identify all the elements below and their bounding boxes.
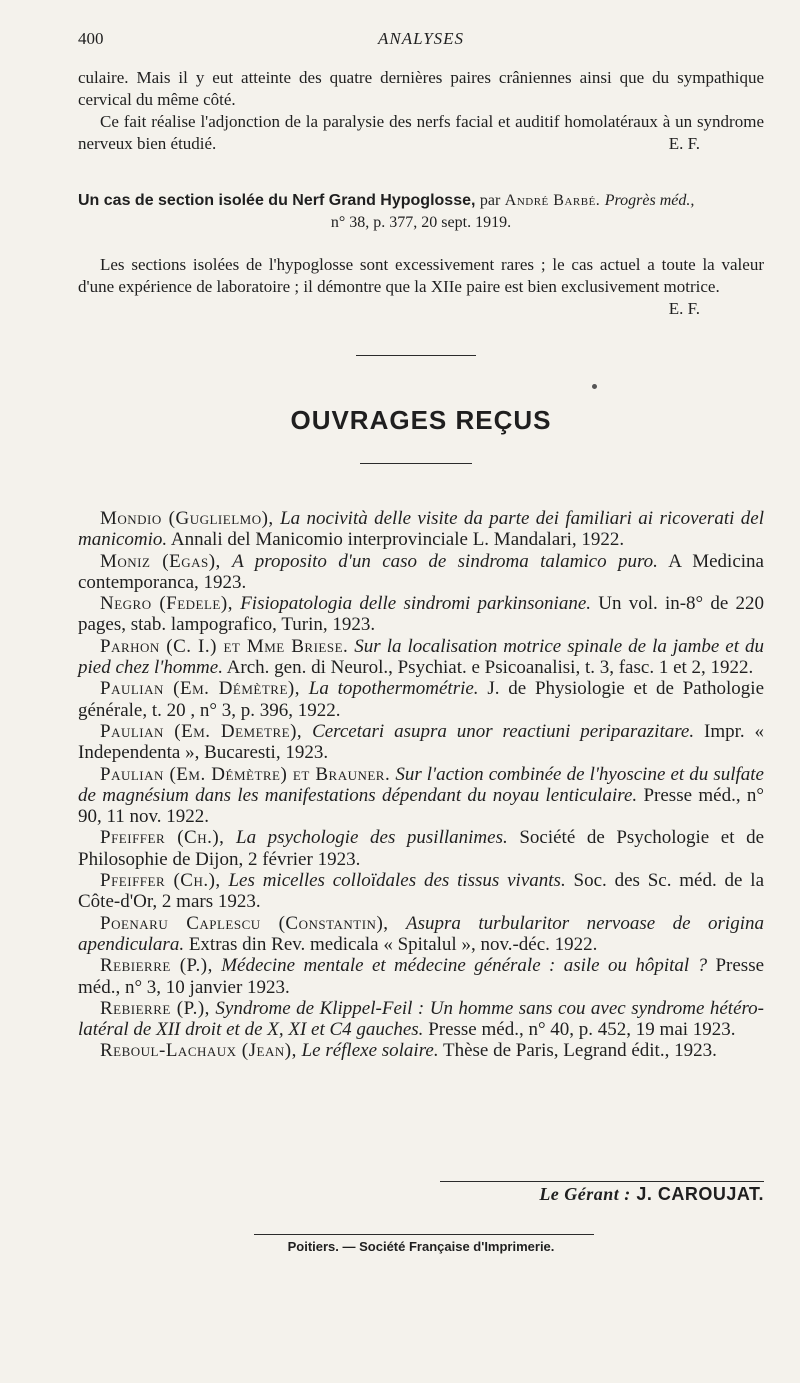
work-entry — [78, 721, 764, 764]
work-publication: Arch. gen. di Neurol., Psychiat. e Psicoanalisi, t. 3, fasc. 1 et 2, 1922. — [226, 657, 754, 679]
work-entry — [78, 551, 764, 594]
work-author: Poenaru Caplescu (Constantin), — [100, 912, 389, 934]
work-publication: Presse méd., n° 40, p. 452, 19 mai 1923. — [428, 1019, 736, 1041]
work-publication: Impr. « Independenta », Bucaresti, 1923. — [78, 720, 765, 764]
work-title: Le réflexe solaire. — [301, 1040, 439, 1062]
work-title: A proposito d'un caso de sindroma talamico puro. — [232, 550, 658, 572]
work-author: Parhon (C. I.) et Mme Briese. — [100, 635, 349, 657]
work-publication: Extras din Rev. medicala « Spitalul », nov.-déc. 1922. — [188, 933, 598, 955]
work-publication: Soc. des Sc. méd. de la Côte-d'Or, 2 mars 1923. — [78, 870, 765, 913]
section-divider — [360, 463, 472, 464]
abstract-body — [78, 254, 764, 320]
abstract-heading — [78, 190, 764, 234]
abstract-paragraph — [78, 111, 764, 155]
work-title: La topothermométrie. — [308, 678, 479, 700]
ink-dot — [592, 384, 597, 389]
work-entry — [78, 955, 764, 998]
footer-divider — [254, 1234, 594, 1235]
abstract-paragraph: culaire. Mais il y eut atteinte des quatre dernières paires crâniennes ainsi que du sympathique cervical du même côté. — [78, 68, 764, 109]
work-author: Rebierre (P.), — [100, 997, 210, 1019]
work-title: Sur l'action combinée de l'hyoscine et du sulfate de magnésium dans les manifestations dépendant du noyau lenticulaire. — [78, 763, 764, 806]
abstract-paragraph — [78, 254, 764, 318]
work-entry — [78, 636, 764, 679]
work-author: Paulian (Em. Demetre), — [100, 720, 303, 742]
abstract-continuation — [78, 67, 764, 155]
work-publication: Annali del Manicomio interprovinciale L. Mandalari, 1922. — [170, 529, 625, 551]
work-author: Pfeiffer (Ch.), — [100, 827, 225, 849]
work-entry — [78, 764, 764, 828]
work-title: Les micelles colloïdales des tissus vivants. — [228, 870, 566, 892]
abstract-entry — [78, 190, 764, 234]
section-divider — [356, 355, 476, 356]
section-title: OUVRAGES REÇUS — [290, 405, 552, 435]
running-head — [78, 29, 764, 53]
work-title: Syndrome de Klippel-Feil : Un homme sans cou avec syndrome hétéro-latéral de XII droit et de X, XI et C4 gauches. — [78, 997, 765, 1041]
gerant-line — [440, 1184, 764, 1205]
page-number: 400 — [78, 29, 104, 48]
abstract-reference: n° 38, p. 377, 20 sept. 1919. — [330, 214, 512, 231]
work-title: Fisiopatologia delle sindromi parkinsoniane. — [240, 593, 592, 615]
work-author: Reboul-Lachaux (Jean), — [100, 1040, 297, 1062]
work-entry — [78, 678, 764, 721]
work-author: Mondio (Guglielmo), — [100, 508, 274, 529]
work-entry — [78, 870, 764, 913]
work-author: Paulian (Em. Démètre), — [100, 678, 300, 700]
abstract-signature: E. F. — [668, 134, 700, 153]
work-title: Sur la localisation motrice spinale de la jambe et du pied chez l'homme. — [78, 635, 764, 679]
work-publication: Thèse de Paris, Legrand édit., 1923. — [443, 1040, 717, 1062]
work-title: Médecine mentale et médecine générale : asile ou hôpital ? — [221, 955, 708, 977]
work-entry — [78, 593, 764, 636]
work-title: Cercetari asupra unor reactiuni periparazitare. — [312, 720, 695, 742]
work-entry — [78, 508, 764, 551]
footer-divider — [440, 1181, 764, 1182]
work-title: Asupra turbularitor nervoase de origina apendiculara. — [78, 912, 764, 955]
work-publication: Presse méd., n° 90, 11 nov. 1922. — [78, 784, 764, 828]
work-author: Moniz (Egas), — [100, 550, 221, 572]
abstract-text: Les sections isolées de l'hypoglosse sont excessivement rares ; le cas actuel a toute la valeur d'une expérience de laboratoire ; il démontre que la XIIe paire est bien exclusivement motrice. — [78, 255, 764, 296]
abstract-title: Un cas de section isolée du Nerf Grand Hypoglosse, — [78, 192, 476, 209]
work-publication: Presse méd., n° 3, 10 janvier 1923. — [78, 955, 765, 998]
work-publication: J. de Physiologie et de Pathologie générale, t. 20 , n° 3, p. 396, 1922. — [78, 678, 764, 721]
abstract-by: par — [479, 192, 501, 209]
gerant-name: J. CAROUJAT. — [636, 1184, 764, 1204]
works-list — [78, 508, 764, 1062]
work-author: Paulian (Em. Démètre) et Brauner. — [100, 763, 391, 785]
work-title: La psychologie des pusillanimes. — [236, 827, 508, 849]
work-publication: A Medicina contemporanca, 1923. — [78, 550, 764, 593]
running-title: ANALYSES — [377, 29, 465, 48]
work-title: La nocività delle visite da parte dei familiari ai ricoverati del manicomio. — [78, 508, 764, 551]
abstract-text: Ce fait réalise l'adjonction de la paralysie des nerfs facial et auditif homolatéraux à un syndrome nerveux bien étudié. — [78, 112, 764, 153]
abstract-signature: E. F. — [668, 299, 700, 318]
work-entry — [78, 827, 764, 870]
work-publication: Société de Psychologie et de Philosophie de Dijon, 2 février 1923. — [78, 827, 765, 870]
gerant-label: Le Gérant : — [539, 1184, 631, 1204]
work-entry — [78, 1040, 764, 1061]
work-author: Negro (Fedele), — [100, 593, 233, 615]
work-publication: Un vol. in-8° de 220 pages, stab. lampografico, Turin, 1923. — [78, 593, 765, 636]
work-entry — [78, 913, 764, 956]
abstract-journal: Progrès méd., — [604, 192, 695, 209]
abstract-author: André Barbé. — [504, 192, 601, 209]
work-entry — [78, 998, 764, 1041]
printer-imprint: Poitiers. — Société Française d'Imprimerie. — [287, 1239, 555, 1254]
work-author: Rebierre (P.), — [100, 955, 213, 977]
work-author: Pfeiffer (Ch.), — [100, 870, 221, 892]
